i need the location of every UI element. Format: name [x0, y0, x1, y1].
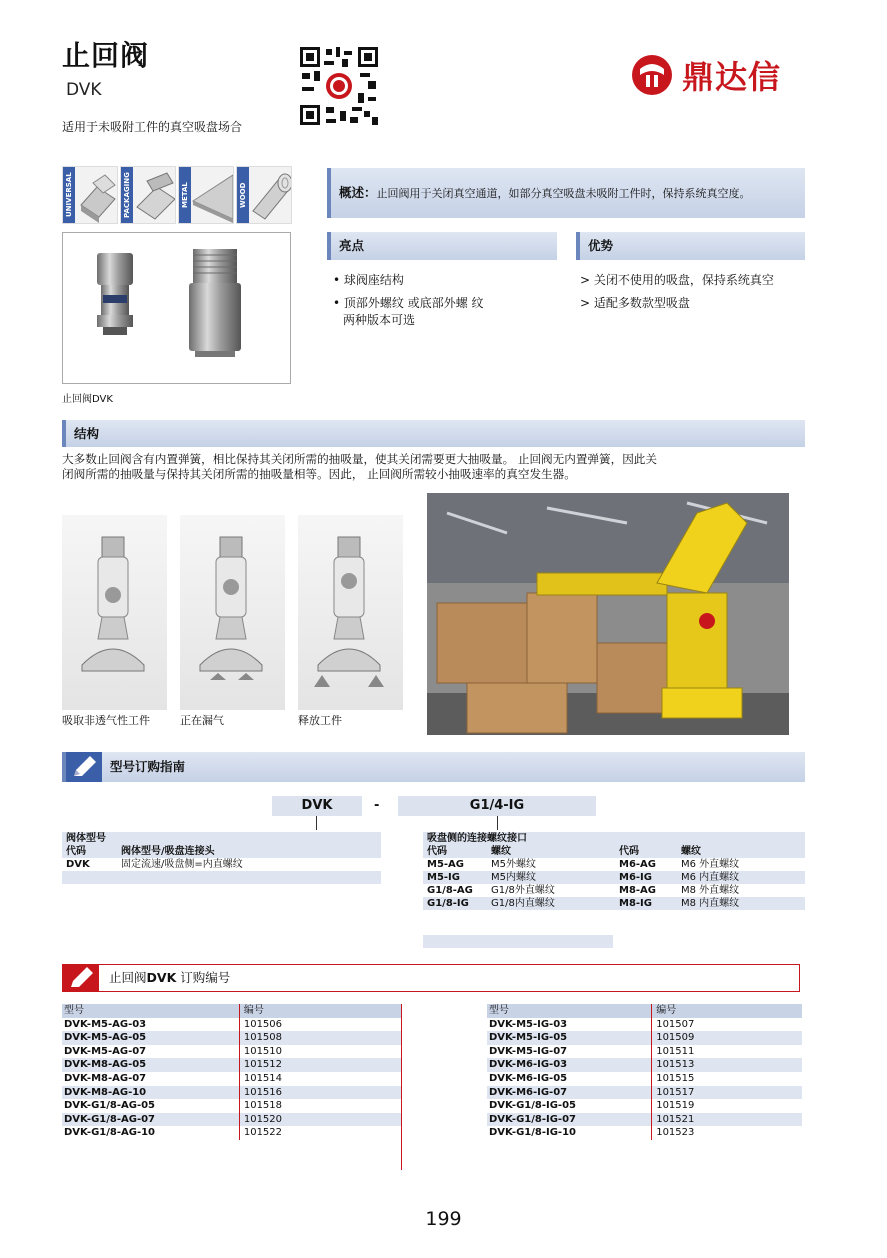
model-cell: DVK-M6-IG-05 — [489, 1072, 568, 1084]
page-number: 199 — [425, 1208, 462, 1230]
number-cell: 101506 — [239, 1018, 401, 1032]
code-dash: - — [374, 798, 380, 813]
header-cell: 型号 — [489, 1005, 509, 1016]
model-cell: DVK-M5-AG-03 — [64, 1018, 147, 1030]
table-row — [62, 1031, 401, 1045]
model-cell: DVK-G1/8-AG-05 — [64, 1100, 156, 1112]
table-row — [487, 1058, 802, 1072]
cell: M5-IG — [427, 872, 460, 883]
list-item: • 球阀座结构 — [333, 273, 404, 287]
model-cell: DVK-M5-AG-07 — [64, 1045, 147, 1057]
metal-icon — [178, 166, 234, 224]
qr-code-icon — [298, 45, 380, 127]
category-label: METAL — [179, 167, 191, 223]
cell: M6-IG — [619, 872, 652, 883]
cell: DVK — [66, 859, 90, 870]
table-header — [487, 1004, 802, 1018]
number-cell: 101507 — [651, 1018, 802, 1032]
highlights-list — [333, 272, 533, 335]
model-cell: DVK-M8-AG-05 — [64, 1059, 147, 1071]
model-cell: DVK-M5-IG-05 — [489, 1032, 568, 1044]
table-row — [423, 858, 805, 871]
overview-label: 概述： — [339, 185, 377, 200]
header-cell: 螺纹 — [681, 846, 701, 857]
tagline: 适用于未吸附工件的真空吸盘场合 — [62, 120, 243, 134]
overview-text: 止回阀用于关闭真空通道，如部分真空吸盘未吸附工件时，保持系统真空度。 — [376, 187, 751, 200]
category-label: PACKAGING — [121, 167, 133, 223]
page-title: 止回阀 — [62, 39, 150, 72]
model-cell: DVK-G1/8-IG-07 — [489, 1113, 576, 1125]
header-cell: 螺纹 — [491, 846, 511, 857]
advantages-heading: 优势 — [576, 232, 805, 260]
number-cell: 101508 — [239, 1031, 401, 1045]
structure-line: 闭阀所需的抽吸量与保持其关闭所需的抽吸量相等。因此， 止回阀所需较小抽吸速率的真空发生器。 — [62, 467, 576, 481]
table-row — [487, 1045, 802, 1059]
cell: M8-IG — [619, 898, 652, 909]
table-row — [62, 1018, 401, 1032]
model-cell: DVK-G1/8-IG-05 — [489, 1100, 576, 1112]
wood-icon — [236, 166, 292, 224]
number-cell: 101511 — [651, 1045, 802, 1059]
connector-line — [316, 816, 317, 830]
header-cell: 编号 — [651, 1004, 802, 1018]
model-cell: DVK-M6-IG-03 — [489, 1059, 568, 1071]
logo-icon — [630, 53, 674, 97]
table-header — [423, 845, 805, 858]
connection-table — [423, 832, 805, 910]
table-row — [487, 1086, 802, 1100]
table-header — [62, 845, 381, 858]
cell: M6 内直螺纹 — [681, 872, 740, 883]
table-row — [62, 1126, 401, 1140]
table-row — [423, 897, 805, 910]
number-cell: 101514 — [239, 1072, 401, 1086]
caption-leaking: 正在漏气 — [180, 714, 224, 727]
list-item: 两种版本可选 — [343, 313, 416, 327]
table-row — [423, 871, 805, 884]
table-row — [487, 1072, 802, 1086]
cell: M8-AG — [619, 885, 657, 896]
header-cell: 代码 — [66, 846, 86, 857]
brand-logo — [630, 50, 810, 100]
model-cell: DVK-M8-AG-07 — [64, 1072, 147, 1084]
brand-name: 鼎达信 — [682, 58, 782, 96]
table-row — [62, 1072, 401, 1086]
header-cell: 代码 — [427, 846, 447, 857]
code-body: DVK — [272, 796, 362, 816]
illustration-gripping — [62, 515, 167, 710]
table-row — [62, 1113, 401, 1127]
title-part: DVK — [146, 970, 177, 985]
table-row — [62, 1086, 401, 1100]
table-row — [62, 858, 381, 871]
advantages-list — [580, 272, 800, 318]
table-row — [423, 884, 805, 897]
header-cell: 编号 — [239, 1004, 401, 1018]
cell: M6 外直螺纹 — [681, 859, 740, 870]
cell: G1/8-AG — [427, 885, 473, 896]
body-type-table — [62, 832, 381, 884]
list-item: > 适配多数款型吸盘 — [580, 296, 690, 310]
cell: M5-AG — [427, 859, 465, 870]
model-cell: DVK-M5-AG-05 — [64, 1032, 147, 1044]
number-cell: 101510 — [239, 1045, 401, 1059]
number-cell: 101515 — [651, 1072, 802, 1086]
cell: G1/8-IG — [427, 898, 469, 909]
model-cell: DVK-G1/8-AG-07 — [64, 1113, 156, 1125]
number-cell: 101512 — [239, 1058, 401, 1072]
category-icons — [62, 166, 292, 224]
cell: 固定流速/吸盘侧=内直螺纹 — [121, 859, 243, 870]
caption-gripping: 吸取非透气性工件 — [62, 714, 150, 727]
model-cell: DVK-G1/8-AG-10 — [64, 1127, 156, 1139]
pencil-icon — [66, 752, 102, 782]
table-title: 阀体型号 — [62, 832, 381, 845]
pencil-icon — [63, 965, 99, 991]
table-row — [487, 1113, 802, 1127]
cell: M6-AG — [619, 859, 657, 870]
table-row — [487, 1126, 802, 1140]
divider — [401, 1004, 402, 1170]
model-cell: DVK-G1/8-IG-10 — [489, 1127, 576, 1139]
product-image — [62, 232, 291, 384]
order-guide-title: 型号订购指南 — [110, 759, 186, 774]
universal-icon — [62, 166, 118, 224]
order-numbers-title — [109, 965, 230, 991]
category-label: UNIVERSAL — [63, 167, 75, 223]
model-cell: DVK-M5-IG-07 — [489, 1045, 568, 1057]
title-part: 止回阀 — [109, 970, 147, 985]
table-row — [62, 1058, 401, 1072]
cell: M8 内直螺纹 — [681, 898, 740, 909]
model-cell: DVK-M6-IG-07 — [489, 1086, 568, 1098]
cell: M5内螺纹 — [491, 872, 536, 883]
illustration-leaking — [180, 515, 285, 710]
overview-bar — [327, 168, 805, 218]
title-part: 订购编号 — [176, 970, 231, 985]
table-header — [62, 1004, 401, 1018]
number-cell: 101522 — [239, 1126, 401, 1140]
number-cell: 101521 — [651, 1113, 802, 1127]
model-cell: DVK-M8-AG-10 — [64, 1086, 147, 1098]
number-cell: 101519 — [651, 1099, 802, 1113]
model-name: DVK — [66, 80, 102, 100]
list-item: • 顶部外螺纹 或底部外螺 纹 — [333, 296, 484, 310]
product-caption: 止回阀DVK — [62, 394, 113, 405]
number-cell: 101509 — [651, 1031, 802, 1045]
number-cell: 101523 — [651, 1126, 802, 1140]
packaging-icon — [120, 166, 176, 224]
header-cell: 代码 — [619, 846, 639, 857]
number-cell: 101513 — [651, 1058, 802, 1072]
order-table-left — [62, 1004, 401, 1140]
cell: M5外螺纹 — [491, 859, 536, 870]
number-cell: 101516 — [239, 1086, 401, 1100]
table-row — [62, 871, 381, 884]
table-row — [487, 1018, 802, 1032]
header-cell: 阀体型号/吸盘连接头 — [121, 846, 215, 857]
table-row — [62, 1045, 401, 1059]
cell: G1/8内直螺纹 — [491, 898, 555, 909]
structure-line: 大多数止回阀含有内置弹簧，相比保持其关闭所需的抽吸量，使其关闭需要更大抽吸量。 止回阀无内置弹簧，因此关 — [62, 452, 657, 466]
order-guide-heading — [62, 752, 805, 782]
cell: M8 外直螺纹 — [681, 885, 740, 896]
order-numbers-heading — [62, 964, 800, 992]
header-cell: 型号 — [64, 1005, 84, 1016]
cell: G1/8外直螺纹 — [491, 885, 555, 896]
model-cell: DVK-M5-IG-03 — [489, 1018, 568, 1030]
number-cell: 101517 — [651, 1086, 802, 1100]
table-title: 吸盘侧的连接螺纹接口 — [423, 832, 805, 845]
category-label: WOOD — [237, 167, 249, 223]
order-table-right — [487, 1004, 802, 1140]
table-row — [62, 1099, 401, 1113]
number-cell: 101520 — [239, 1113, 401, 1127]
table-row — [487, 1099, 802, 1113]
number-cell: 101518 — [239, 1099, 401, 1113]
illustration-releasing — [298, 515, 403, 710]
structure-heading: 结构 — [62, 420, 805, 447]
structure-text — [62, 452, 782, 482]
connector-line — [497, 816, 498, 830]
table-row — [487, 1031, 802, 1045]
code-connection: G1/4-IG — [398, 796, 596, 816]
list-item: > 关闭不使用的吸盘，保持系统真空 — [580, 273, 774, 287]
highlights-heading: 亮点 — [327, 232, 557, 260]
robot-photo — [427, 493, 789, 735]
empty-row — [423, 935, 613, 948]
caption-releasing: 释放工件 — [298, 714, 342, 727]
